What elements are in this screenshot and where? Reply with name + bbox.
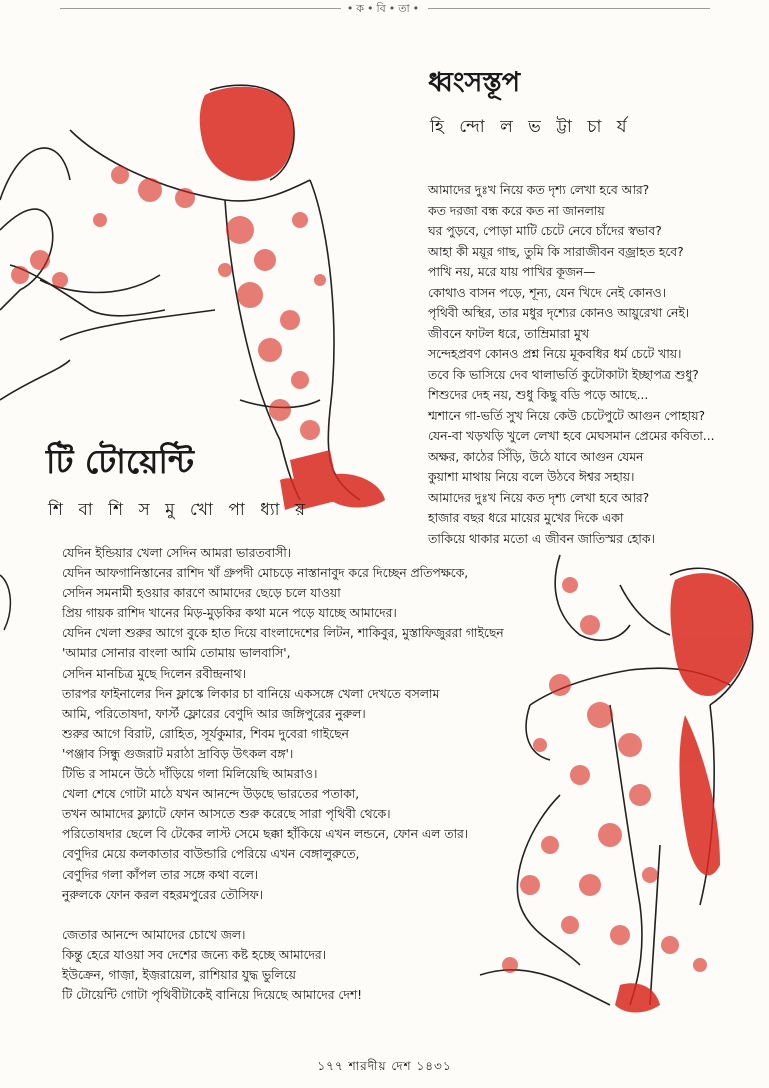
poem1-line: পৃথিবী অস্থির, তার মধুর দৃশ্যের কোনও আয়ুরেখা নেই। bbox=[428, 306, 690, 320]
poem2-line: আমি, পরিতোষদা, ফার্স্ট ফ্লোরের বেণুদি আর জঙ্গিপুরের নুরুল। bbox=[62, 706, 366, 721]
poem1-line: আহা কী ময়ূর গাছ, তুমি কি সারাজীবন বজ্রাহত হবে? bbox=[428, 244, 684, 259]
poem2-line: টি টোয়েন্টি গোটা পৃথিবীটাকেই বানিয়ে দিয়েছে আমাদের দেশ! bbox=[62, 987, 363, 1002]
poem2-line: ইউক্রেন, গাজ়া, ইজ়রায়েল, রাশিয়ার যুদ্ধ ভুলিয়ে bbox=[62, 967, 296, 982]
poem1-line: শ্মশানে গা-ভর্তি সুখ নিয়ে কেউ চেটেপুটে আগুন পোহায়? bbox=[428, 408, 705, 423]
poem2-line: সেদিন সমনামী হওয়ার কারণে আমাদের ছেড়ে চলে যাওয়া bbox=[62, 586, 341, 601]
poem2-body bbox=[62, 543, 502, 1005]
poem1-line: ঘর পুড়বে, পোড়া মাটি চেটে নেবে চাঁদের স্বভাব? bbox=[428, 224, 662, 238]
poem2-line: তারপর ফাইনালের দিন ফ্লাস্কে লিকার চা বানিয়ে একসঙ্গে খেলা দেখতে বসলাম bbox=[62, 686, 440, 701]
poem1-line: কুয়াশা মাথায় নিয়ে বলে উঠবে ঈশ্বর সহায়। bbox=[428, 470, 635, 484]
poem1-line: জীবনে ফাটল ধরে, তাম্রিমারা মুখ bbox=[428, 326, 589, 341]
poem1-line: যেন-বা খড়খড়ি খুলে লেখা হবে মেঘসমান প্রেমের কবিতা... bbox=[428, 429, 715, 443]
section-label: •ক•বি•তা• bbox=[0, 0, 769, 19]
poem1-line: তাকিয়ে থাকার মতো এ জীবন জাতিস্মর হোক। bbox=[428, 531, 655, 546]
poem1-line: আমাদের দুঃখ নিয়ে কত দৃশ্য লেখা হবে আর? bbox=[428, 490, 650, 505]
poem1-line: কত দরজা বন্ধ করে কত না জানলায় bbox=[428, 203, 605, 218]
poem1-line: আমাদের দুঃখ নিয়ে কত দৃশ্য লেখা হবে আর? bbox=[428, 183, 650, 197]
poem2-line: তখন আমাদের ফ্ল্যাটে ফোন আসতে শুরু করেছে সারা পৃথিবী থেকে। bbox=[62, 807, 391, 822]
poem2-line: যেদিন আফগানিস্তানের রাশিদ খাঁ গ্রুপদী মোচড়ে নাস্তানাবুদ করে দিচ্ছেন প্রতিপক্ষকে, bbox=[62, 566, 469, 581]
illustration-bottom-right bbox=[470, 545, 769, 1025]
poem2-line: টিভি র সামনে উঠে দাঁড়িয়ে গলা মিলিয়েছি আমরাও। bbox=[62, 767, 318, 782]
poem2-line: বেণুদির মেয়ে কলকাতার বাউন্ডারি পেরিয়ে এখন বেঙ্গালুরুতে, bbox=[62, 847, 360, 862]
poem2-title: টি টোয়েন্টি bbox=[46, 442, 194, 481]
poem2-line: যেদিন খেলা শুরুর আগে বুকে হাত দিয়ে বাংলাদেশের লিটন, শাকিবুর, মুস্তাফিজুররা গাইছেন bbox=[62, 626, 504, 641]
poem2-line: জেতার আনন্দে আমাদের চোখে জল। bbox=[62, 927, 246, 942]
poem1-line: সন্দেহপ্রবণ কোনও প্রশ্ন নিয়ে মূকবধির ধর্ম চেটে খায়। bbox=[428, 347, 682, 361]
poem2-author: শি বা শি স মু খো পা ধ্যা য় bbox=[48, 500, 310, 520]
poem1-line: তবে কি ভাসিয়ে দেব থালাভর্তি কুটোকাটা ইচ্ছাপত্র শুধু? bbox=[428, 367, 699, 382]
poem2-line: শুরুর আগে বিরাট, রোহিত, সূর্যকুমার, শিবম দুবেরা গাইছেন bbox=[62, 726, 349, 741]
poem2-line: বেণুদির গলা কাঁপল তার সঙ্গে কথা বলে। bbox=[62, 867, 259, 882]
poem2-line: যেদিন ইন্ডিয়ার খেলা সেদিন আমরা ভারতবাসী। bbox=[62, 546, 292, 560]
illustration-left-edge bbox=[0, 570, 20, 640]
poem2-line: নুরুলকে ফোন করল বহরমপুরের তৌসিফ। bbox=[62, 887, 263, 902]
poem1-author: হি ন্দো ল ভ ট্টা চা র্য bbox=[430, 117, 632, 137]
poem1-line: অক্ষর, কাঠের সিঁড়ি, উঠে যাবে আগুন যেমন bbox=[428, 449, 644, 464]
poem1-line: হাজার বছর ধরে মায়ের মুখের দিকে একা bbox=[428, 511, 624, 525]
stanza-gap bbox=[62, 905, 502, 925]
poem1-title: ধ্বংসস্তূপ bbox=[428, 67, 521, 98]
poem1-body bbox=[428, 180, 763, 549]
poem1-line: শিশুদের দেহ নয়, শুধু কিছু বডি পড়ে আছে... bbox=[428, 388, 649, 402]
poem2-line: প্রিয় গায়ক রাশিদ খানের মিড়-মুড়কির কথা মনে পড়ে যাচ্ছে আমাদের। bbox=[62, 606, 397, 621]
poem1-line: কোথাও বাসন পড়ে, শূন্য, যেন খিদে নেই কোনও। bbox=[428, 285, 667, 300]
poem2-line: 'আমার সোনার বাংলা আমি তোমায় ভালবাসি', bbox=[62, 646, 291, 661]
poem2-line: খেলা শেষে গোটা মাঠে যখন আনন্দে উড়ছে ভারতের পতাকা, bbox=[62, 787, 360, 802]
page-footer: ১৭৭ শারদীয় দেশ ১৪৩১ bbox=[317, 1059, 452, 1073]
poem2-line: কিন্তু হেরে যাওয়া সব দেশের জন্যে কষ্ট হচ্ছে আমাদের। bbox=[62, 947, 327, 962]
poem2-line: পরিতোষদার ছেলে বি টেকের লাস্ট সেমে ছক্কা হাঁকিয়ে এখন লন্ডনে, ফোন এল তার। bbox=[62, 827, 469, 842]
poem2-line: সেদিন মানচিত্র মুছে দিলেন রবীন্দ্রনাথ। bbox=[62, 666, 246, 681]
poem1-line: পাখি নয়, মরে যায় পাখির কূজন— bbox=[428, 265, 596, 279]
poem2-line: 'পঞ্জাব সিন্ধু গুজরাট মরাঠা দ্রাবিড় উৎকল বঙ্গ'। bbox=[62, 746, 294, 761]
